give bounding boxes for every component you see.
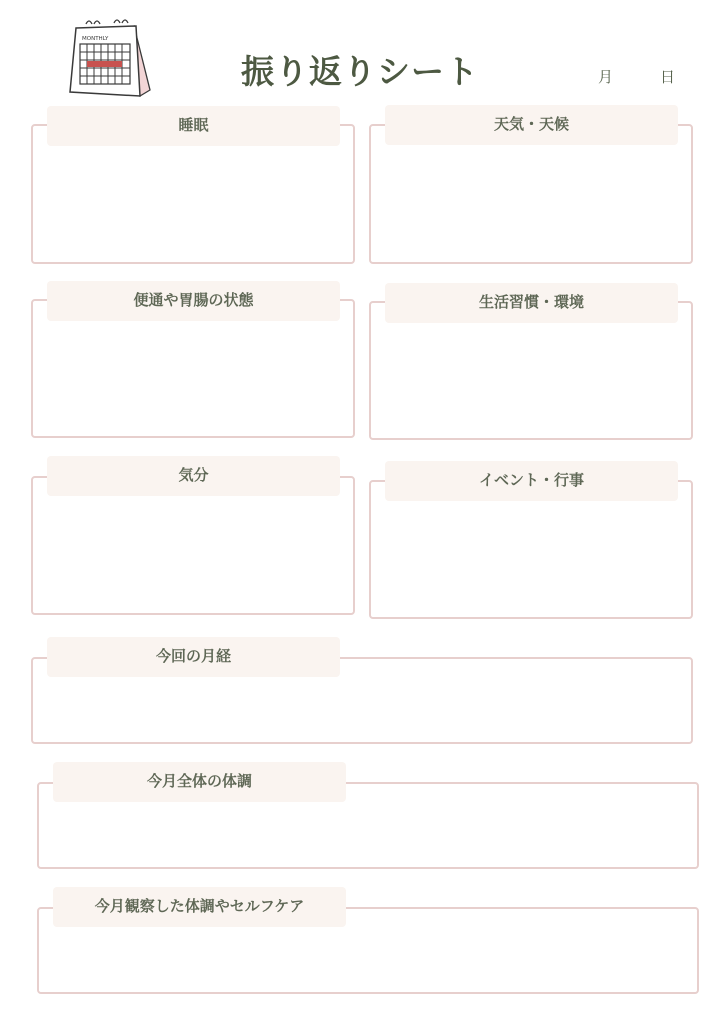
mood-box[interactable] bbox=[31, 476, 355, 615]
lifestyle-label: 生活習慣・環境 bbox=[385, 283, 678, 323]
day-label: 日 bbox=[660, 68, 676, 86]
observation-label: 今月観察した体調やセルフケア bbox=[53, 887, 346, 927]
events-label: イベント・行事 bbox=[385, 461, 678, 501]
weather-box[interactable] bbox=[369, 124, 693, 264]
sleep-label: 睡眠 bbox=[47, 106, 340, 146]
period-label: 今回の月経 bbox=[47, 637, 340, 677]
overall-label: 今月全体の体調 bbox=[53, 762, 346, 802]
bowel-label: 便通や胃腸の状態 bbox=[47, 281, 340, 321]
weather-label: 天気・天候 bbox=[385, 105, 678, 145]
month-label: 月 bbox=[598, 68, 614, 86]
page-title: 振り返りシート bbox=[241, 52, 479, 91]
mood-label: 気分 bbox=[47, 456, 340, 496]
calendar-icon bbox=[64, 16, 156, 100]
calendar-label: MONTHLY bbox=[82, 36, 109, 42]
